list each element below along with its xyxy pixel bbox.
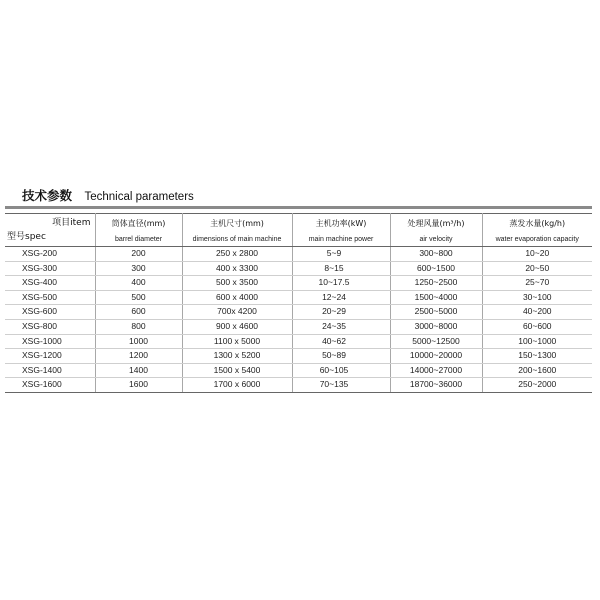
barrel-diameter-cell: 1200: [95, 349, 182, 364]
column-header-en: dimensions of main machine: [192, 236, 282, 243]
model-cell: XSG-1000: [5, 334, 95, 349]
air-velocity-cell: 2500~5000: [390, 305, 482, 320]
evaporation-cell: 25~70: [482, 276, 592, 291]
column-header-barrel-diameter: [95, 214, 182, 247]
barrel-diameter-cell: 800: [95, 319, 182, 334]
air-velocity-cell: 600~1500: [390, 261, 482, 276]
model-cell: XSG-1200: [5, 349, 95, 364]
dimensions-cell: 600 x 4000: [182, 290, 292, 305]
power-cell: 70~135: [292, 378, 390, 393]
model-cell: XSG-200: [5, 247, 95, 262]
model-cell: XSG-1400: [5, 363, 95, 378]
evaporation-cell: 200~1600: [482, 363, 592, 378]
evaporation-cell: 150~1300: [482, 349, 592, 364]
evaporation-cell: 60~600: [482, 319, 592, 334]
dimensions-cell: 1100 x 5000: [182, 334, 292, 349]
dimensions-cell: 1300 x 5200: [182, 349, 292, 364]
barrel-diameter-cell: 1400: [95, 363, 182, 378]
column-header-air-velocity: [390, 214, 482, 247]
column-header-en: water evaporation capacity: [495, 236, 579, 243]
dimensions-cell: 1500 x 5400: [182, 363, 292, 378]
model-cell: XSG-400: [5, 276, 95, 291]
corner-header-cell: [5, 214, 95, 247]
section-title: [22, 188, 194, 205]
table-row: [5, 276, 592, 291]
column-header-zh: 处理风量(m³/h): [407, 219, 465, 228]
column-header-evaporation: [482, 214, 592, 247]
column-header-zh: 主机尺寸(mm): [210, 219, 264, 228]
table-row: [5, 334, 592, 349]
table-row: [5, 378, 592, 393]
evaporation-cell: 100~1000: [482, 334, 592, 349]
table-row: [5, 319, 592, 334]
title-underline: [5, 206, 592, 209]
column-header-en: air velocity: [419, 236, 453, 243]
table-row: [5, 261, 592, 276]
air-velocity-cell: 300~800: [390, 247, 482, 262]
evaporation-cell: 30~100: [482, 290, 592, 305]
table-row: [5, 349, 592, 364]
technical-parameters-table: [5, 213, 592, 393]
evaporation-cell: 10~20: [482, 247, 592, 262]
model-cell: XSG-600: [5, 305, 95, 320]
barrel-diameter-cell: 500: [95, 290, 182, 305]
column-header-zh: 蒸发水量(kg/h): [509, 219, 566, 228]
air-velocity-cell: 14000~27000: [390, 363, 482, 378]
barrel-diameter-cell: 300: [95, 261, 182, 276]
power-cell: 10~17.5: [292, 276, 390, 291]
dimensions-cell: 500 x 3500: [182, 276, 292, 291]
dimensions-cell: 900 x 4600: [182, 319, 292, 334]
dimensions-cell: 400 x 3300: [182, 261, 292, 276]
dimensions-cell: 1700 x 6000: [182, 378, 292, 393]
power-cell: 60~105: [292, 363, 390, 378]
air-velocity-cell: 10000~20000: [390, 349, 482, 364]
air-velocity-cell: 5000~12500: [390, 334, 482, 349]
header-row: [5, 214, 592, 247]
evaporation-cell: 250~2000: [482, 378, 592, 393]
evaporation-cell: 40~200: [482, 305, 592, 320]
power-cell: 50~89: [292, 349, 390, 364]
table-row: [5, 290, 592, 305]
barrel-diameter-cell: 1600: [95, 378, 182, 393]
column-header-dimensions: [182, 214, 292, 247]
column-header-power: [292, 214, 390, 247]
barrel-diameter-cell: 1000: [95, 334, 182, 349]
column-header-en: barrel diameter: [114, 236, 163, 243]
dimensions-cell: 700x 4200: [182, 305, 292, 320]
power-cell: 20~29: [292, 305, 390, 320]
dimensions-cell: 250 x 2800: [182, 247, 292, 262]
air-velocity-cell: 1250~2500: [390, 276, 482, 291]
corner-spec-label: 型号spec: [7, 232, 46, 242]
model-cell: XSG-300: [5, 261, 95, 276]
model-cell: XSG-500: [5, 290, 95, 305]
air-velocity-cell: 1500~4000: [390, 290, 482, 305]
column-header-zh: 筒体直径(mm): [111, 219, 166, 228]
evaporation-cell: 20~50: [482, 261, 592, 276]
power-cell: 24~35: [292, 319, 390, 334]
air-velocity-cell: 18700~36000: [390, 378, 482, 393]
table-row: [5, 247, 592, 262]
air-velocity-cell: 3000~8000: [390, 319, 482, 334]
corner-item-label: 项目item: [52, 218, 91, 228]
table-body: [5, 247, 592, 393]
table-row: [5, 305, 592, 320]
model-cell: XSG-1600: [5, 378, 95, 393]
barrel-diameter-cell: 400: [95, 276, 182, 291]
power-cell: 8~15: [292, 261, 390, 276]
barrel-diameter-cell: 200: [95, 247, 182, 262]
table-row: [5, 363, 592, 378]
barrel-diameter-cell: 600: [95, 305, 182, 320]
power-cell: 12~24: [292, 290, 390, 305]
section-title-en: Technical parameters: [84, 191, 194, 203]
model-cell: XSG-800: [5, 319, 95, 334]
power-cell: 5~9: [292, 247, 390, 262]
power-cell: 40~62: [292, 334, 390, 349]
column-header-en: main machine power: [308, 236, 374, 243]
column-header-zh: 主机功率(kW): [315, 219, 367, 228]
section-title-zh: 技术参数: [22, 188, 73, 203]
